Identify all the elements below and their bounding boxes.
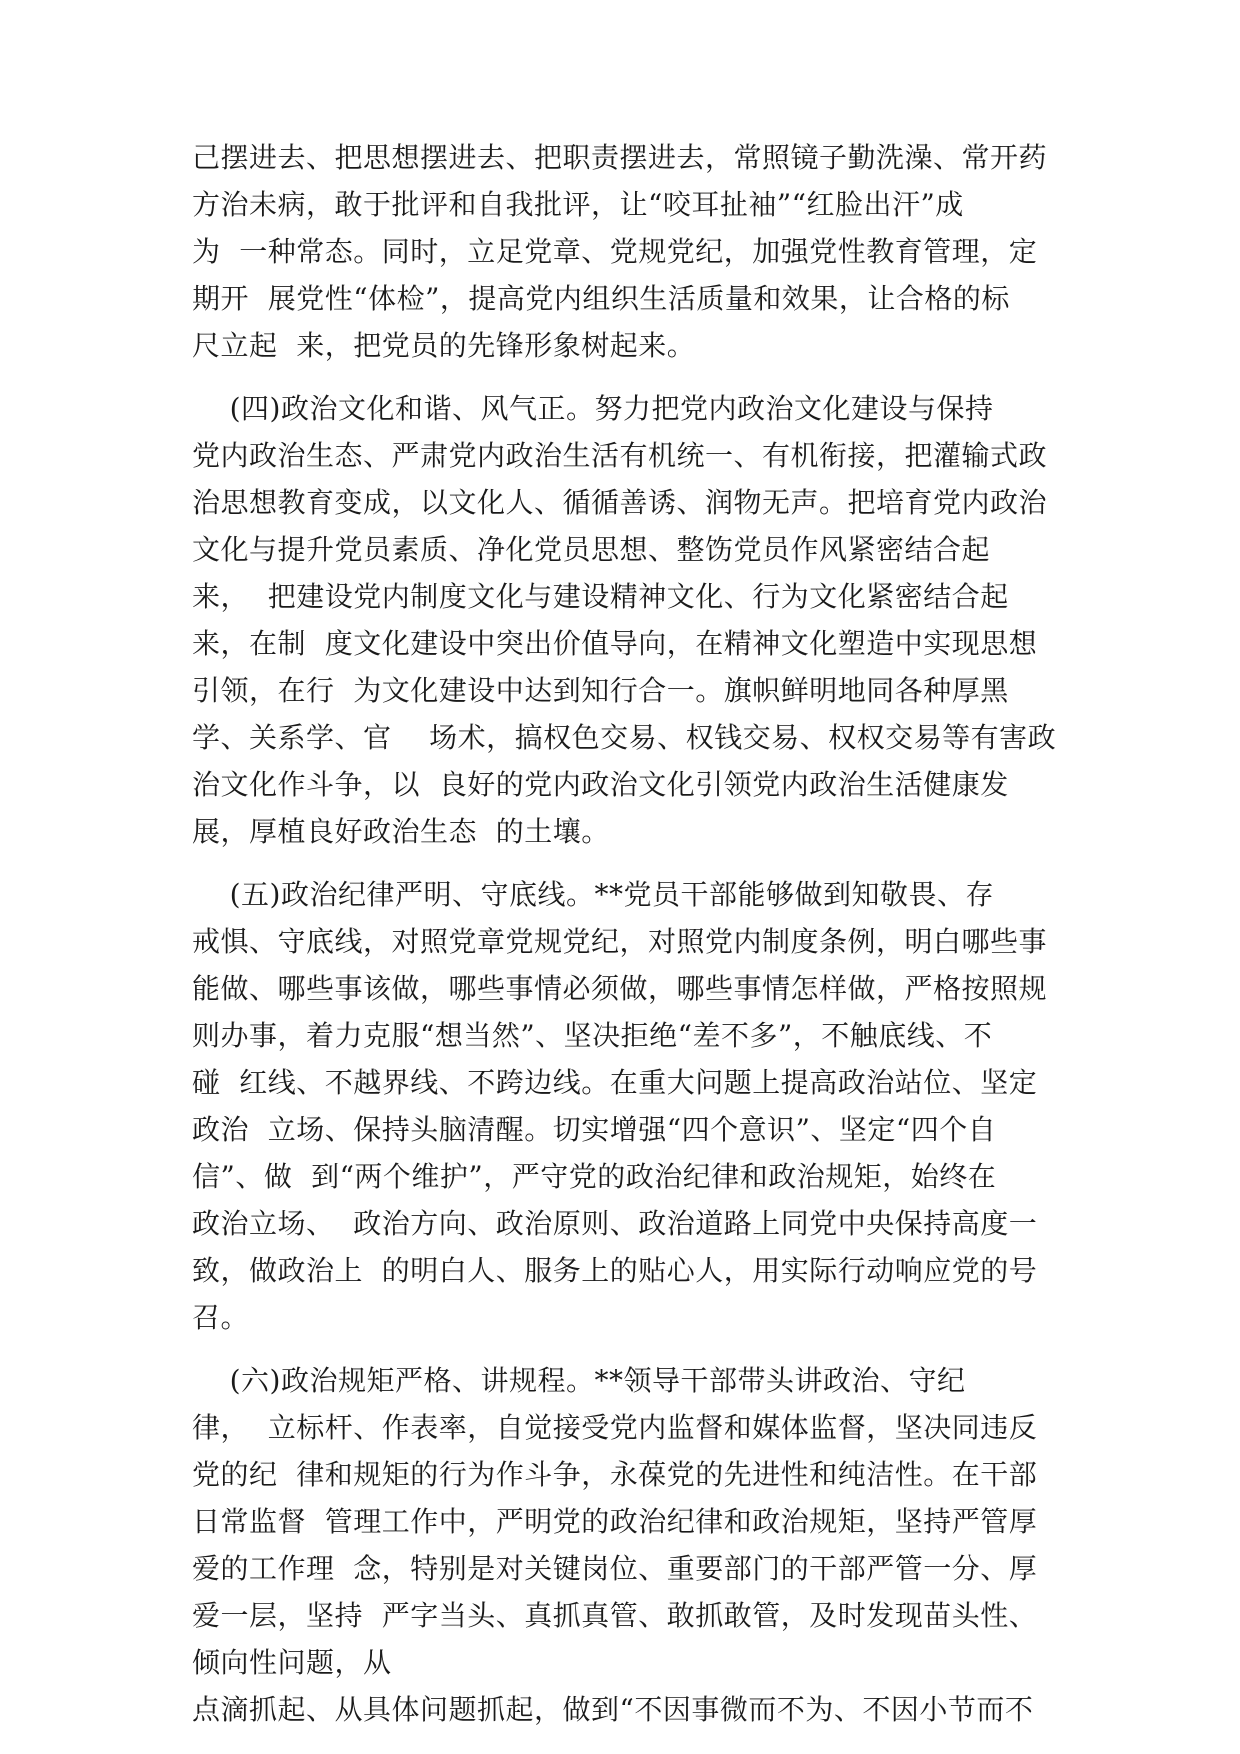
text-line: (四)政治文化和谐、风气正。努力把党内政治文化建设与保持 [192,392,994,425]
text-line: 展，厚植良好政治生态 的土壤。 [192,815,610,848]
text-line: 点滴抓起、从具体问题抓起，做到“不因事微而不为、不因小节而不 [192,1693,1034,1726]
text-line: 爱一层，坚持 严字当头、真抓真管、敢抓敢管，及时发现苗头性、 [192,1599,1038,1632]
paragraph-section-5 [192,871,1052,1341]
text-line: 期开 展党性“体检”，提高党内组织生活质量和效果，让合格的标 [192,282,1010,315]
paragraph-continuation [192,134,1052,369]
paragraph-gap [192,855,1052,871]
text-line: 碰 红线、不越界线、不跨边线。在重大问题上提高政治站位、坚定 [192,1066,1038,1099]
text-line: 政治 立场、保持头脑清醒。切实增强“四个意识”、坚定“四个自 [192,1113,997,1146]
text-line: 爱的工作理 念，特别是对关键岗位、重要部门的干部严管一分、厚 [192,1552,1038,1585]
text-line: 则办事，着力克服“想当然”、坚决拒绝“差不多”，不触底线、不 [192,1019,993,1052]
text-line: 来，在制 度文化建设中突出价值导向，在精神文化塑造中实现思想 [192,627,1038,660]
text-line: 党的纪 律和规矩的行为作斗争，永葆党的先进性和纯洁性。在干部 [192,1458,1038,1491]
text-line: 学、关系学、官 场术，搞权色交易、权钱交易、权权交易等有害政 [192,721,1057,754]
text-line: 方治未病，敢于批评和自我批评，让“咬耳扯袖”“红脸出汗”成 [192,188,964,221]
paragraph-section-4 [192,385,1057,855]
text-line: 尺立起 来，把党员的先锋形象树起来。 [192,329,696,362]
text-line: 引领，在行 为文化建设中达到知行合一。旗帜鲜明地同各种厚黑 [192,674,1009,707]
text-line: 日常监督 管理工作中，严明党的政治纪律和政治规矩，坚持严管厚 [192,1505,1038,1538]
text-line: 治文化作斗争，以 良好的党内政治文化引领党内政治生活健康发 [192,768,1009,801]
text-line: 信”、做 到“两个维护”，严守党的政治纪律和政治规矩，始终在 [192,1160,997,1193]
text-line: 文化与提升党员素质、净化党员思想、整饬党员作风紧密结合起 [192,533,991,566]
text-line: 召。 [192,1301,250,1334]
text-line: 为 一种常态。同时，立足党章、党规党纪，加强党性教育管理，定 [192,235,1038,268]
paragraph-gap [192,1341,1052,1357]
body-text [192,134,1057,1733]
text-line: 治思想教育变成，以文化人、循循善诱、润物无声。把培育党内政治 [192,486,1048,519]
paragraph-section-6 [192,1357,1052,1733]
text-line: 政治立场、 政治方向、政治原则、政治道路上同党中央保持高度一 [192,1207,1038,1240]
text-line: 能做、哪些事该做，哪些事情必须做，哪些事情怎样做，严格按照规 [192,972,1048,1005]
text-line: 己摆进去、把思想摆进去、把职责摆进去，常照镜子勤洗澡、常开药 [192,141,1048,174]
text-line: 戒惧、守底线，对照党章党规党纪，对照党内制度条例，明白哪些事 [192,925,1048,958]
text-line: 倾向性问题，从 [192,1646,392,1679]
text-line: (六)政治规矩严格、讲规程。**领导干部带头讲政治、守纪 [192,1364,966,1397]
text-line: (五)政治纪律严明、守底线。**党员干部能够做到知敬畏、存 [192,878,994,911]
text-line: 律， 立标杆、作表率，自觉接受党内监督和媒体监督，坚决同违反 [192,1411,1038,1444]
text-line: 致，做政治上 的明白人、服务上的贴心人，用实际行动响应党的号 [192,1254,1038,1287]
paragraph-gap [192,369,1052,385]
text-line: 来， 把建设党内制度文化与建设精神文化、行为文化紧密结合起 [192,580,1009,613]
text-line: 党内政治生态、严肃党内政治生活有机统一、有机衔接，把灌输式政 [192,439,1048,472]
